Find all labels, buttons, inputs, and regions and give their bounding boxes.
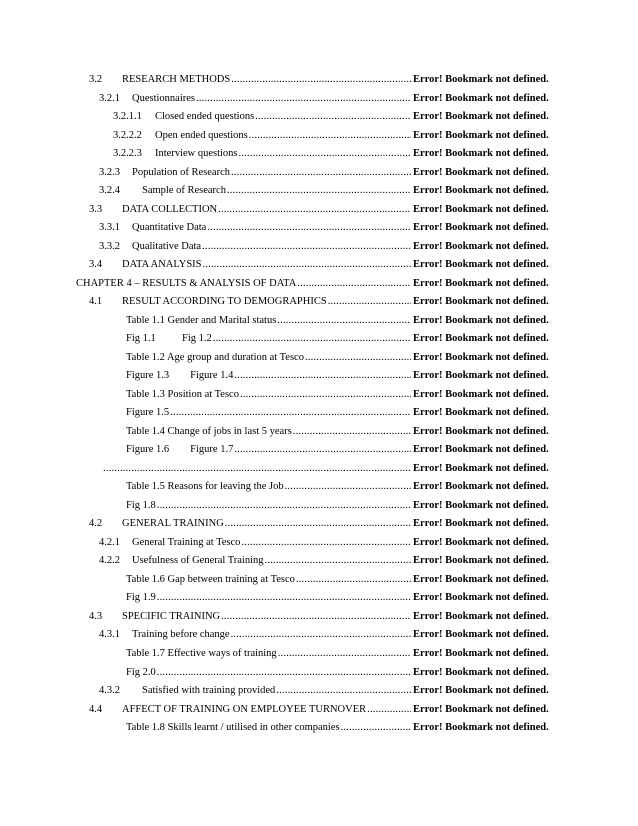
toc-dot-leader (239, 145, 411, 164)
toc-entry-text (89, 293, 411, 312)
toc-entry-text (126, 719, 411, 738)
toc-entry-title: Fig 1.1 Fig 1.2 (126, 333, 212, 345)
toc-entry[interactable] (0, 404, 638, 423)
toc-entry-page: Error! Bookmark not defined. (413, 259, 549, 271)
toc-dot-leader (328, 293, 411, 312)
toc-entry-page: Error! Bookmark not defined. (413, 129, 549, 141)
toc-entry-title: Fig 1.9 (126, 592, 156, 604)
toc-dot-leader (103, 460, 411, 479)
toc-entry-title: GENERAL TRAINING (122, 518, 224, 530)
toc-entry-page: Error! Bookmark not defined. (413, 499, 549, 511)
toc-entry-number: 4.2.2 (99, 555, 120, 567)
toc-entry-page: Error! Bookmark not defined. (413, 314, 549, 326)
toc-entry-text (126, 441, 411, 460)
table-of-contents (0, 71, 638, 738)
toc-entry-text (89, 71, 411, 90)
toc-entry-page: Error! Bookmark not defined. (413, 592, 549, 604)
toc-entry-title: Usefulness of General Training (132, 555, 264, 567)
toc-dot-leader (296, 571, 411, 590)
toc-entry-text (89, 608, 411, 627)
toc-entry[interactable] (0, 293, 638, 312)
toc-entry-page: Error! Bookmark not defined. (413, 518, 549, 530)
toc-entry[interactable] (0, 719, 638, 738)
toc-entry-number: 3.2.2.3 (113, 148, 142, 160)
toc-dot-leader (234, 441, 411, 460)
toc-dot-leader (277, 312, 411, 331)
toc-entry-page: Error! Bookmark not defined. (413, 666, 549, 678)
toc-dot-leader (241, 534, 411, 553)
toc-entry-page: Error! Bookmark not defined. (413, 388, 549, 400)
toc-entry[interactable] (0, 478, 638, 497)
toc-entry[interactable] (0, 145, 638, 164)
toc-entry-page: Error! Bookmark not defined. (413, 222, 549, 234)
toc-entry-page: Error! Bookmark not defined. (413, 722, 549, 734)
toc-entry-number: 4.3.2 (99, 685, 120, 697)
toc-entry-text (126, 349, 411, 368)
toc-entry-page: Error! Bookmark not defined. (413, 425, 549, 437)
toc-entry-title: Figure 1.6 Figure 1.7 (126, 444, 234, 456)
toc-dot-leader (227, 182, 411, 201)
toc-entry-text (89, 515, 411, 534)
toc-entry-text (99, 219, 411, 238)
toc-entry-title: Training before change (132, 629, 230, 641)
toc-entry-text (89, 701, 411, 720)
toc-entry-text (89, 256, 411, 275)
toc-entry-page: Error! Bookmark not defined. (413, 481, 549, 493)
toc-dot-leader (202, 238, 411, 257)
toc-dot-leader (231, 71, 411, 90)
toc-entry-title: Population of Research (132, 166, 230, 178)
toc-entry-number: 4.4 (89, 703, 103, 715)
toc-entry-title: CHAPTER 4 – RESULTS & ANALYSIS OF DATA (76, 277, 297, 289)
toc-entry-number: 3.3.2 (99, 240, 120, 252)
toc-entry-page: Error! Bookmark not defined. (413, 111, 549, 123)
toc-entry-page: Error! Bookmark not defined. (413, 685, 549, 697)
toc-dot-leader (305, 349, 411, 368)
toc-entry-text (126, 330, 411, 349)
toc-dot-leader (157, 497, 411, 516)
toc-entry-number: 4.3 (89, 610, 103, 622)
toc-entry-text (99, 238, 411, 257)
toc-entry-title: Fig 2.0 (126, 666, 156, 678)
toc-entry[interactable] (0, 349, 638, 368)
toc-entry-text (113, 127, 411, 146)
toc-entry[interactable] (0, 682, 638, 701)
toc-entry-text (126, 367, 411, 386)
toc-entry-text (126, 664, 411, 683)
toc-entry-title: Table 1.6 Gap between training at Tesco (126, 573, 295, 585)
toc-entry-text (103, 460, 411, 479)
toc-entry-page: Error! Bookmark not defined. (413, 647, 549, 659)
toc-entry[interactable] (0, 275, 638, 294)
toc-entry-page: Error! Bookmark not defined. (413, 555, 549, 567)
toc-entry[interactable] (0, 589, 638, 608)
toc-entry[interactable] (0, 312, 638, 331)
toc-dot-leader (196, 90, 411, 109)
toc-dot-leader (207, 219, 411, 238)
toc-entry-text (89, 201, 411, 220)
toc-entry[interactable] (0, 71, 638, 90)
toc-entry-page: Error! Bookmark not defined. (413, 407, 549, 419)
toc-entry-page: Error! Bookmark not defined. (413, 462, 549, 474)
toc-entry-number: 4.1 (89, 296, 103, 308)
toc-entry-title: Quantitative Data (132, 222, 207, 234)
toc-entry[interactable] (0, 626, 638, 645)
toc-entry-page: Error! Bookmark not defined. (413, 629, 549, 641)
toc-entry[interactable] (0, 386, 638, 405)
toc-entry-page: Error! Bookmark not defined. (413, 333, 549, 345)
toc-entry-number: 3.3.1 (99, 222, 120, 234)
toc-entry-text (113, 145, 411, 164)
toc-entry-page: Error! Bookmark not defined. (413, 166, 549, 178)
toc-entry-text (126, 589, 411, 608)
toc-entry-text (126, 571, 411, 590)
toc-entry-number: 3.4 (89, 259, 103, 271)
toc-dot-leader (276, 682, 411, 701)
toc-entry-title: SPECIFIC TRAINING (122, 610, 221, 622)
toc-entry-title: Figure 1.3 Figure 1.4 (126, 370, 234, 382)
toc-entry[interactable] (0, 515, 638, 534)
toc-entry[interactable] (0, 645, 638, 664)
toc-dot-leader (203, 256, 412, 275)
toc-entry-text (126, 423, 411, 442)
toc-entry-page: Error! Bookmark not defined. (413, 296, 549, 308)
toc-entry-number: 3.2.3 (99, 166, 120, 178)
toc-entry-page: Error! Bookmark not defined. (413, 573, 549, 585)
toc-entry-number: 3.2.1 (99, 92, 120, 104)
toc-entry-title: Table 1.8 Skills learnt / utilised in other companies (126, 722, 340, 734)
toc-entry[interactable] (0, 219, 638, 238)
toc-dot-leader (170, 404, 411, 423)
toc-dot-leader (234, 367, 411, 386)
toc-entry[interactable] (0, 460, 638, 479)
toc-entry-text (113, 108, 411, 127)
toc-entry-number: 3.2 (89, 74, 103, 85)
toc-entry-text (99, 182, 411, 201)
toc-entry-title: Table 1.1 Gender and Marital status (126, 314, 277, 326)
toc-dot-leader (240, 386, 411, 405)
toc-entry-page: Error! Bookmark not defined. (413, 370, 549, 382)
toc-entry[interactable] (0, 571, 638, 590)
toc-entry[interactable] (0, 497, 638, 516)
toc-entry-number: 4.2.1 (99, 536, 120, 548)
toc-entry-title: General Training at Tesco (132, 536, 241, 548)
toc-entry-title: Sample of Research (142, 185, 226, 197)
toc-dot-leader (218, 201, 411, 220)
toc-entry-number: 4.2 (89, 518, 103, 530)
toc-entry[interactable] (0, 164, 638, 183)
toc-entry-text (126, 478, 411, 497)
toc-entry-title: Qualitative Data (132, 240, 202, 252)
toc-entry-text (99, 534, 411, 553)
toc-entry-number: 4.3.1 (99, 629, 120, 641)
toc-entry-page: Error! Bookmark not defined. (413, 148, 549, 160)
toc-dot-leader (221, 608, 411, 627)
toc-dot-leader (285, 478, 411, 497)
toc-entry-title: RESEARCH METHODS (122, 74, 231, 85)
toc-entry-title: RESULT ACCORDING TO DEMOGRAPHICS (122, 296, 327, 308)
toc-entry-page: Error! Bookmark not defined. (413, 703, 549, 715)
toc-entry-title: Table 1.5 Reasons for leaving the Job (126, 481, 284, 493)
toc-entry[interactable] (0, 182, 638, 201)
toc-entry[interactable] (0, 330, 638, 349)
toc-entry-text (126, 645, 411, 664)
toc-entry-page: Error! Bookmark not defined. (413, 240, 549, 252)
toc-entry-text (99, 626, 411, 645)
toc-entry[interactable] (0, 441, 638, 460)
toc-entry-page: Error! Bookmark not defined. (413, 277, 549, 289)
toc-entry[interactable] (0, 201, 638, 220)
toc-entry-number: 3.2.4 (99, 185, 120, 197)
toc-entry[interactable] (0, 108, 638, 127)
toc-dot-leader (249, 127, 411, 146)
toc-entry-text (99, 552, 411, 571)
toc-entry-title: Closed ended questions (155, 111, 255, 123)
toc-entry[interactable] (0, 238, 638, 257)
toc-entry-text (99, 90, 411, 109)
toc-dot-leader (213, 330, 411, 349)
toc-entry-number: 3.2.2.2 (113, 129, 142, 141)
toc-entry-page: Error! Bookmark not defined. (413, 610, 549, 622)
toc-dot-leader (157, 664, 411, 683)
toc-dot-leader (278, 645, 411, 664)
toc-entry-title: Table 1.7 Effective ways of training (126, 647, 277, 659)
toc-entry[interactable] (0, 608, 638, 627)
toc-entry-title: Table 1.3 Position at Tesco (126, 388, 239, 400)
toc-entry-title: Table 1.2 Age group and duration at Tesco (126, 351, 304, 363)
toc-entry-title: DATA ANALYSIS (122, 259, 202, 271)
toc-entry-title: AFFECT OF TRAINING ON EMPLOYEE TURNOVER (122, 703, 367, 715)
toc-entry-title: Interview questions (155, 148, 238, 160)
toc-entry-title: Fig 1.8 (126, 499, 156, 511)
toc-entry[interactable] (0, 127, 638, 146)
toc-entry-page: Error! Bookmark not defined. (413, 185, 549, 197)
toc-dot-leader (293, 423, 411, 442)
toc-entry-text (126, 497, 411, 516)
toc-entry-text (76, 275, 411, 294)
toc-dot-leader (367, 701, 411, 720)
toc-entry-text (99, 164, 411, 183)
toc-dot-leader (225, 515, 411, 534)
toc-entry-title: Table 1.4 Change of jobs in last 5 years (126, 425, 292, 437)
toc-dot-leader (231, 626, 411, 645)
toc-dot-leader (341, 719, 411, 738)
toc-entry-title: Questionnaires (132, 92, 195, 104)
toc-entry-text (126, 386, 411, 405)
toc-dot-leader (297, 275, 411, 294)
toc-entry-page: Error! Bookmark not defined. (413, 536, 549, 548)
toc-entry[interactable] (0, 423, 638, 442)
toc-entry[interactable] (0, 664, 638, 683)
toc-entry[interactable] (0, 701, 638, 720)
toc-entry[interactable] (0, 534, 638, 553)
toc-entry-text (126, 312, 411, 331)
toc-dot-leader (231, 164, 411, 183)
toc-entry-number: 3.2.1.1 (113, 111, 142, 123)
toc-entry-text (126, 404, 411, 423)
toc-entry-page: Error! Bookmark not defined. (413, 74, 549, 85)
toc-dot-leader (157, 589, 411, 608)
toc-entry[interactable] (0, 552, 638, 571)
toc-entry-number: 3.3 (89, 203, 103, 215)
toc-dot-leader (255, 108, 411, 127)
toc-entry-title: Satisfied with training provided (142, 685, 276, 697)
toc-entry[interactable] (0, 367, 638, 386)
toc-entry-page: Error! Bookmark not defined. (413, 92, 549, 104)
toc-dot-leader (265, 552, 411, 571)
toc-entry-page: Error! Bookmark not defined. (413, 351, 549, 363)
toc-entry[interactable] (0, 256, 638, 275)
toc-entry-text (99, 682, 411, 701)
toc-entry[interactable] (0, 90, 638, 109)
toc-entry-title: Figure 1.5 (126, 407, 170, 419)
toc-entry-page: Error! Bookmark not defined. (413, 203, 549, 215)
toc-entry-title: DATA COLLECTION (122, 203, 218, 215)
toc-entry-title: Open ended questions (155, 129, 248, 141)
toc-entry-page: Error! Bookmark not defined. (413, 444, 549, 456)
